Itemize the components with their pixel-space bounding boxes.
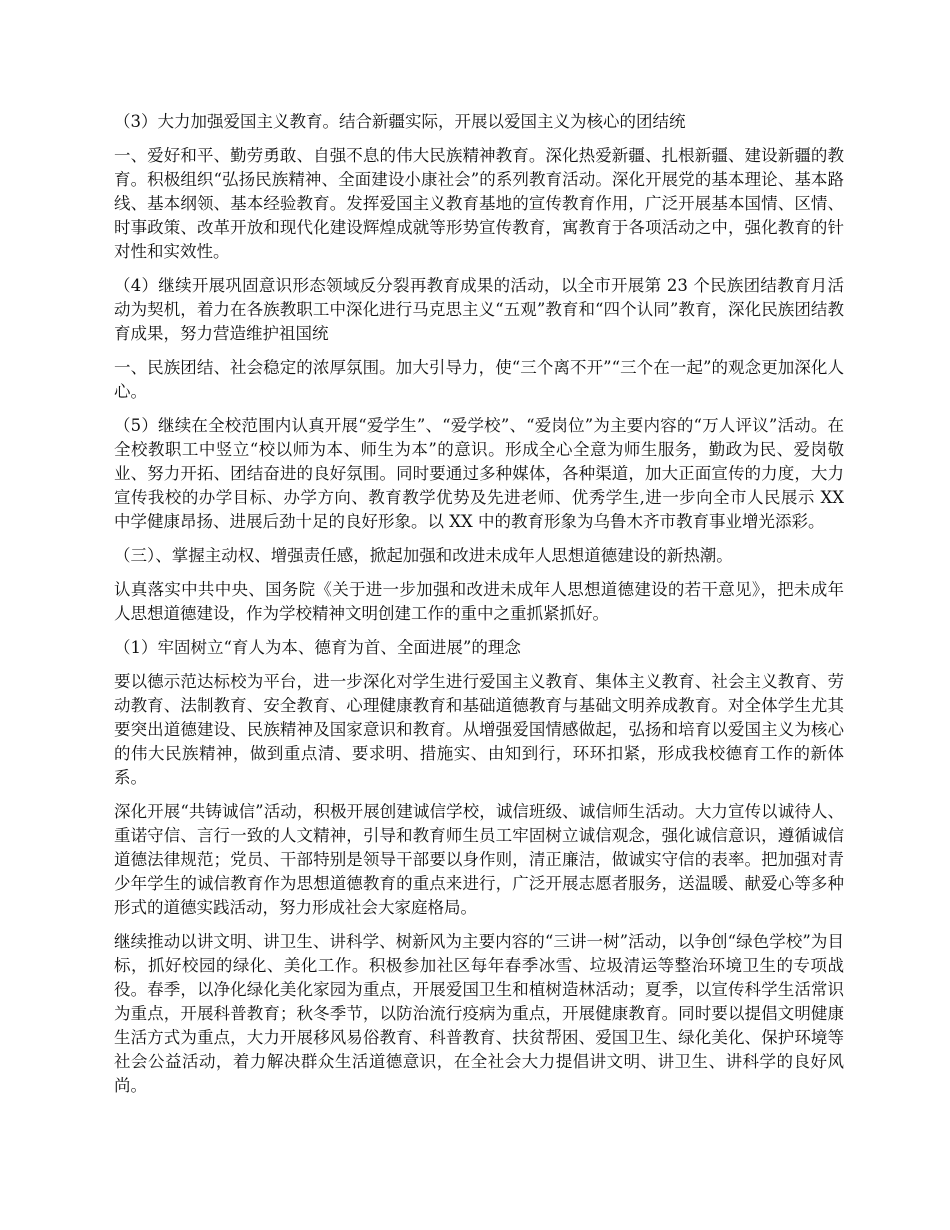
paragraph-education-concept: （1）牢固树立“育人为本、德育为首、全面进展”的理念 [114,638,521,657]
paragraph-national-spirit: 一、爱好和平、勤劳勇敢、自强不息的伟大民族精神教育。深化热爱新疆、扎根新疆、建设新疆的教育。积极组织“弘扬民族精神、全面建设小康社会”的系列教育活动。深化开展党的基本理论、基本路线、基本纲领、基本经验教育。发挥爱国主义教育基地的宣传教育作用，广泛开展基本国情、区情、时事政策、改革开放和现代化建设辉煌成就等形势宣传教育，寓教育于各项活动之中，强化教育的针对性和实效性。 [114,146,844,261]
paragraph-implement-opinions: 认真落实中共中央、国务院《关于进一步加强和改进未成年人思想道德建设的若干意见》，把未成年人思想道德建设，作为学校精神文明创建工作的重中之重抓紧抓好。 [114,580,844,623]
paragraph-patriotism-heading: （3）大力加强爱国主义教育。结合新疆实际，开展以爱国主义为核心的团结统 [114,112,686,131]
paragraph-integrity-activity: 深化开展“共铸诚信”活动，积极开展创建诚信学校，诚信班级、诚信师生活动。大力宣传以诚待人、重诺守信、言行一致的人文精神，引导和教育师生员工牢固树立诚信观念，强化诚信意识，遵循诚信道德法律规范；党员、干部特别是领导干部要以身作则，清正廉洁，做诚实守信的表率。把加强对青少年学生的诚信教育作为思想道德教育的重点来进行，广泛开展志愿者服务，送温暖、献爱心等多种形式的道德实践活动，努力形成社会大家庭格局。 [114,802,844,917]
paragraph-ethnic-unity: 一、民族团结、社会稳定的浓厚氛围。加大引导力，使“三个离不开”“三个在一起”的观念更加深化人心。 [114,358,844,401]
paragraph-moral-education: 要以德示范达标校为平台，进一步深化对学生进行爱国主义教育、集体主义教育、社会主义教育、劳动教育、法制教育、安全教育、心理健康教育和基础道德教育与基础文明养成教育。对全体学生尤其要突出道德建设、民族精神及国家意识和教育。从增强爱国情感做起，弘扬和培育以爱国主义为核心的伟大民族精神，做到重点清、要求明、措施实、由知到行，环环扣紧，形成我校德育工作的新体系。 [114,672,844,787]
paragraph-evaluation-activity: （5）继续在全校范围内认真开展“爱学生”、“爱学校”、“爱岗位”为主要内容的“万人评议”活动。在全校教职工中竖立“校以师为本、师生为本”的意识。形成全心全意为师生服务，勤政为民、爱岗敬业、努力开拓、团结奋进的良好氛围。同时要通过多种媒体，各种渠道，加大正面宣传的力度，大力宣传我校的办学目标、办学方向、教育教学优势及先进老师、优秀学生,进一步向全市人民展示 XX 中学健康昂扬、进展后劲十足的良好形象。以 XX 中的教育形象为乌鲁木齐市教育事业增光添彩。 [114,416,844,531]
paragraph-anti-separatism: （4）继续开展巩固意识形态领域反分裂再教育成果的活动，以全市开展第 23 个民族团结教育月活动为契机，着力在各族教职工中深化进行马克思主义“五观”教育和“四个认同”教育，深化民族团结教育成果，努力营造维护祖国统 [114,276,844,343]
document-body [114,110,844,1108]
paragraph-section-three-heading: （三）、掌握主动权、增强责任感，掀起加强和改进未成年人思想道德建设的新热潮。 [114,546,733,565]
paragraph-civilization-activity: 继续推动以讲文明、讲卫生、讲科学、树新风为主要内容的“三讲一树”活动，以争创“绿色学校”为目标，抓好校园的绿化、美化工作。积极参加社区每年春季冰雪、垃圾清运等整治环境卫生的专项战役。春季，以净化绿化美化家园为重点，开展爱国卫生和植树造林活动；夏季，以宣传科学生活常识为重点，开展科普教育；秋冬季节，以防治流行疫病为重点，开展健康教育。同时要以提倡文明健康生活方式为重点，大力开展移风易俗教育、科普教育、扶贫帮困、爱国卫生、绿化美化、保护环境等社会公益活动，着力解决群众生活道德意识，在全社会大力提倡讲文明、讲卫生、讲科学的良好风尚。 [114,932,844,1095]
